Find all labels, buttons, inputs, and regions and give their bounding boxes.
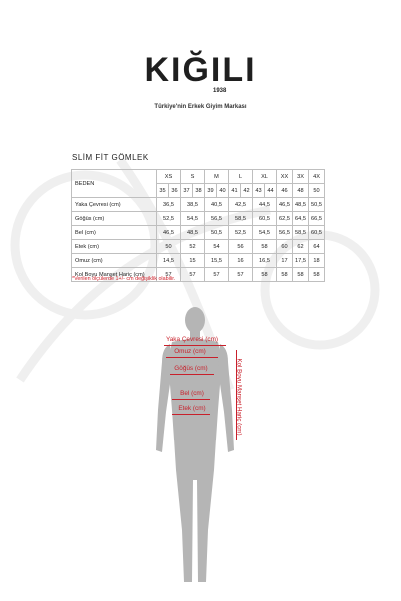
- waist-line: [172, 399, 210, 400]
- table-cell: 52: [181, 240, 205, 254]
- letter-size: XS: [157, 170, 181, 184]
- sleeve-label-wrap: [232, 352, 246, 442]
- sleeve-label: Kol Boyu Manşet Hariç (cm): [235, 358, 243, 436]
- table-cell: 42,5: [229, 198, 253, 212]
- letter-size: S: [181, 170, 205, 184]
- table-row: [72, 226, 325, 240]
- letter-size: L: [229, 170, 253, 184]
- table-cell: 54: [205, 240, 229, 254]
- table-cell: 56: [229, 240, 253, 254]
- table-cell: 54,5: [181, 212, 205, 226]
- table-cell: 60,5: [253, 212, 277, 226]
- hem-line: [172, 414, 210, 415]
- number-size: 42: [241, 184, 253, 198]
- row-label: Yaka Çevresi (cm): [72, 198, 157, 212]
- table-cell: 16,5: [253, 254, 277, 268]
- hem-label: Etek (cm): [178, 405, 206, 412]
- number-size: 36: [169, 184, 181, 198]
- table-cell: 54,5: [253, 226, 277, 240]
- number-size: 37: [181, 184, 193, 198]
- table-cell: 60: [277, 240, 293, 254]
- table-cell: 46,5: [277, 198, 293, 212]
- table-cell: 18: [309, 254, 325, 268]
- brand-year: 1938: [213, 88, 227, 94]
- letter-size: XX: [277, 170, 293, 184]
- number-size: 44: [265, 184, 277, 198]
- table-title: SLİM FİT GÖMLEK: [72, 153, 149, 162]
- table-cell: 58: [253, 240, 277, 254]
- table-cell: 50,5: [309, 198, 325, 212]
- number-size: 50: [309, 184, 325, 198]
- tolerance-note: *Verilen ölçülerde 1+/- cm değişiklik olabilir.: [72, 276, 176, 282]
- chest-label: Göğüs (cm): [174, 365, 208, 372]
- table-cell: 57: [229, 268, 253, 282]
- table-cell: 62,5: [277, 212, 293, 226]
- table-cell: 56,5: [205, 212, 229, 226]
- table-cell: 40,5: [205, 198, 229, 212]
- table-cell: 58: [309, 268, 325, 282]
- size-header: BEDEN: [72, 170, 157, 198]
- table-row: [72, 198, 325, 212]
- number-size: 48: [293, 184, 309, 198]
- table-row: [72, 254, 325, 268]
- row-label: Bel (cm): [72, 226, 157, 240]
- table-cell: 50,5: [205, 226, 229, 240]
- brand-logo: KIĞILI: [144, 51, 257, 89]
- table-cell: 57: [181, 268, 205, 282]
- shoulder-line: [166, 357, 218, 358]
- letter-size: 4X: [309, 170, 325, 184]
- table-cell: 52,5: [157, 212, 181, 226]
- table-cell: 66,5: [309, 212, 325, 226]
- table-cell: 58,5: [293, 226, 309, 240]
- row-label: Omuz (cm): [72, 254, 157, 268]
- table-cell: 57: [205, 268, 229, 282]
- table-cell: 17,5: [293, 254, 309, 268]
- table-cell: 60,5: [309, 226, 325, 240]
- shoulder-label: Omuz (cm): [174, 348, 206, 355]
- table-cell: 58,5: [229, 212, 253, 226]
- table-cell: 58: [277, 268, 293, 282]
- table-cell: 44,5: [253, 198, 277, 212]
- collar-label: Yaka Çevresi (cm): [165, 336, 219, 343]
- table-cell: 16: [229, 254, 253, 268]
- letter-size: M: [205, 170, 229, 184]
- table-row: [72, 240, 325, 254]
- table-cell: 38,5: [181, 198, 205, 212]
- table-cell: 17: [277, 254, 293, 268]
- table-cell: 56,5: [277, 226, 293, 240]
- waist-label: Bel (cm): [180, 390, 204, 397]
- number-size: 40: [217, 184, 229, 198]
- table-cell: 64: [309, 240, 325, 254]
- table-cell: 15: [181, 254, 205, 268]
- size-table: [71, 169, 325, 282]
- table-cell: 58: [293, 268, 309, 282]
- letter-size-row: [72, 170, 325, 184]
- table-cell: 57: [157, 268, 181, 282]
- number-size: 35: [157, 184, 169, 198]
- chest-line: [170, 374, 214, 375]
- collar-line: [164, 345, 226, 346]
- table-row: [72, 212, 325, 226]
- row-label: Kol Boyu Manşet Hariç (cm): [72, 268, 157, 282]
- table-cell: 64,5: [293, 212, 309, 226]
- table-cell: 48,5: [181, 226, 205, 240]
- body-silhouette: [150, 300, 240, 590]
- row-label: Göğüs (cm): [72, 212, 157, 226]
- number-size: 39: [205, 184, 217, 198]
- table-cell: 50: [157, 240, 181, 254]
- number-size: 43: [253, 184, 265, 198]
- table-cell: 14,5: [157, 254, 181, 268]
- letter-size: 3X: [293, 170, 309, 184]
- table-cell: 48,5: [293, 198, 309, 212]
- table-cell: 15,5: [205, 254, 229, 268]
- table-cell: 36,5: [157, 198, 181, 212]
- row-label: Etek (cm): [72, 240, 157, 254]
- table-cell: 46,5: [157, 226, 181, 240]
- table-cell: 62: [293, 240, 309, 254]
- letter-size: XL: [253, 170, 277, 184]
- table-cell: 58: [253, 268, 277, 282]
- number-size: 46: [277, 184, 293, 198]
- table-cell: 52,5: [229, 226, 253, 240]
- number-size: 38: [193, 184, 205, 198]
- brand-tagline: Türkiye'nin Erkek Giyim Markası: [154, 104, 247, 110]
- number-size: 41: [229, 184, 241, 198]
